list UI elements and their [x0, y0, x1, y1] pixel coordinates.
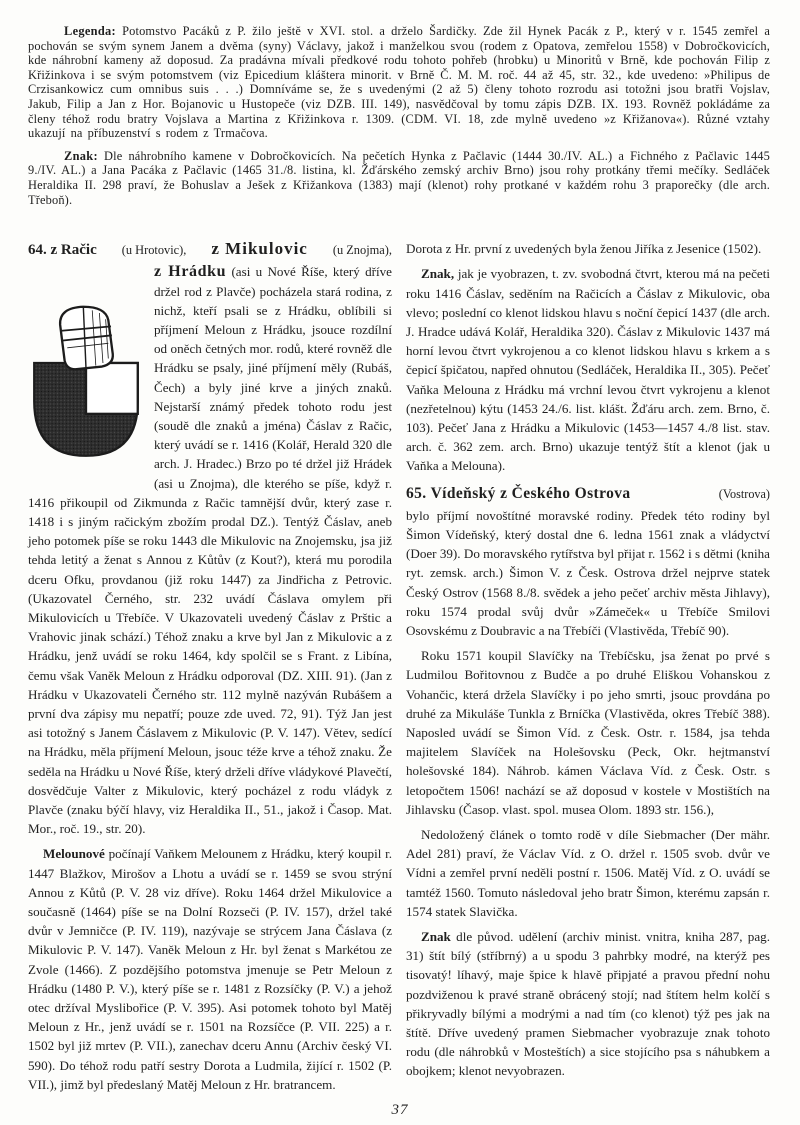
legenda-text: Potomstvo Pacáků z P. žilo ještě v XVI. stol. a drželo Šardičky. Zde žil Hynek Pacák z P., který v r. 1545 zemřel a pochován se svým synem Janem a dvěma (syny) Václavy, jakož i manželkou svou (rodem z Opatova, zemřelou 1558) v Dobročkovicích, kde náhrobní kameny až doposud. Za pradávna mívali předkové rodu tohoto pohřeb (hrobku) u Minoritů v Brně, kde pochován Filip z Křižinkova i se svým potomstvem (viz Epicedium kláštera minorit. v Brně Č. M. M. roč. 44 až 45, str. 32., kde uvedeno: »Philipus de Crzisankowicz cum omnibus suis . . .) Domníváme se, že s uvedenými (2 až 5) členy tohoto rozrodu asi totožni jsou bratři Vojslav, Jakub, Filip a Jan z Hor. Bojanovic u Hustopeče (viz DZB. III. 149), nasvědčoval by tomu zápis DZB. IX. 193. Rovněž pokládáme za členy téhož rodu bratry Vojslava a Martina z Křižinkova r. 1309. (CDM. VI. 18, zde mylně uvedeno »z Křižanova«). Různé vztahy ukazují na příbuzenství s rodem z Trmačova. [28, 24, 770, 141]
entry-64-continuation: Dorota z Hr. první z uvedených byla ženou Jiříka z Jesenice (1502). [406, 241, 762, 257]
intro-block [28, 24, 770, 207]
entry-64-text-1: (asi u Nové Říše, který dříve držel rod z Plavče) pocházela stará rodina, z nichž, kteří psali se z Hrádku, oblíbili si příjmení Meloun z Hrádku, jsouce rozdílní od oněch četných mor. rodů, které rovněž dle Hrádku se psaly, jiné příjmení měly (Rubáš, Čech) a byly jiné krve a jiných znaků. Nejstarší známý předek tohoto rodu jest (soudě dle znaků a jména) Čáslav z Račic, který uvádí se r. 1416 (Kolář, Herald 320 dle arch. J. Hradec.) Brzo po té držel již Hrádek (asi u Znojma), dle kterého se píše, když r. 1416 přikoupil od Zikmunda z Račic tamnější dvůr, který zase r. 1418 i s jiným račickým zbožím prodal DZ.). Tentýž Čáslav, aneb jeho potomek píše se roku 1443 dle Mikulovic na Znojemsku, jsa již tehda letitý a ženat s Annou z Kůtův (z Kout?), která mu porodila dceru Ofku, provdanou (již roku 1447) za Jindřicha z Petrovic. (Ukazovatel Černého, str. 232 uvádí Čáslava omylem při Mikulovicích u Třebíče. V Ukazovateli uvedený Čáslav z Prštic a Vrahovic jinak schází.) Téhož znaku a krve byl Jan z Mikulovic a z Hrádku, jenž uvádí se roku 1464, kdy spolčil se s Frant. z Libína, čemu však Vaněk Meloun z Hrádku odporoval (DZ. XIII. 91). (Jan z Hrádku v Ukazovateli Černého str. 112 mylně nazýván Rubášem a první dva zápisy mu nepatří; pouze zde uved. 72, 91). Týž Jan jest asi totožný s Janem Čáslavem z Mikulovic (P. V. 147). Větev, sedící na Hrádku, měla příjmení Meloun, jsouc téže krve a téhož znaku. Že seděla na Hrádku u Nové Říše, který drželi dříve vládykové Plavečtí, dosvědčuje Valter z Mikulovic, který pocházel z rodu vládyk z Plavče (znaku býčí hlavy, viz Heraldika II., 51., jakož i Časop. Mat. Mor., roč. 19., str. 20). [28, 264, 392, 837]
left-column [28, 239, 392, 1100]
entry-64-znak-lead: Znak, [421, 266, 455, 282]
entry-64-name-2: z Mikulovic [211, 239, 308, 259]
coat-of-arms-figure [28, 262, 144, 472]
legenda-paragraph [28, 24, 770, 141]
entry-65-heading [406, 484, 770, 504]
melounove-text: počínají Vaňkem Melounem z Hrádku, který koupil r. 1447 Blažkov, Mirošov a Lhotu a uvádí se r. 1459 se svou strýní Annou z Kůtů (P. V. 28 viz dříve). Roku 1464 držel Mikulovice a současně (1464) píše se na Dolní Rozseči (P. IV. 157), držel také dvůr v Jemničce (P. IV. 119), nazývaje se strýcem Jana Čáslava (z Mikulovic P. V. 147). Vaněk Meloun z Hr. byl ženat s Markétou ze Zvole (1466). Z pozdějšího potomstva jmenuje se Petr Meloun z Hrádku (1480 P. V.), který píše se r. 1481 z Rozsíčky (P. V.) a jehož otec držíval Myslibořice (P. V. 395). Asi potomek tohoto byl Matěj Meloun z Hr., jenž uvádí se r. 1501 na Rozsíčce (P. VII. 225) a r. 1502 byl již mrtev (P. VII.), zanechav dceru Annu (Archiv český VI. 590). Do téhož rodu patří sestry Dorota a Ludmila, žijící r. 1502 (P. VII.), jimž byl předeslaný Matěj Meloun z Hr. bratrancem. [28, 846, 392, 1092]
znak-paragraph [28, 149, 770, 207]
entry-65-znak-lead: Znak [421, 929, 451, 945]
two-column-body [28, 239, 770, 1100]
entry-65-paragraph-2: Roku 1571 koupil Slavíčky na Třebíčsku, jsa ženat po prvé s Ludmilou Bořitovnou z Budče a po druhé Eliškou Vohanskou z Vohančic, která držela Slavíčky i po jeho smrti, jsouc provdána po druhé za Mikuláše Tunkla z Brníčka (Vlastivěda, okres Třebíč 388). Naposled uvádí se Šimon Víd. z Česk. Ostr. r. 1584, jsa tehda majitelem Slavíček na Holešovsku (Peck, Okr. hejtmanství holešovské 184). Náhrob. kámen Václava Víd. z Česk. Ostr. s letopočtem 1506! nachází se až doposud v kostele v Mostištích na Jihlavsku (Časop. vlast. spol. musea Olom. 1893 str. 156.), [406, 648, 770, 817]
entry-64-name-3: z Hrádku [154, 263, 227, 281]
page-number: 37 [391, 1102, 409, 1118]
entry-65-znak-paragraph [406, 927, 770, 1081]
entry-65-number-name: 65. Vídeňský z Českého Ostrova [406, 484, 631, 502]
entry-64-paragraph-1 [28, 262, 392, 838]
entry-64-number-name: 64. z Račic [28, 242, 97, 259]
znak-label: Znak: [64, 148, 98, 163]
entry-65-place: (Vostrova) [718, 486, 770, 501]
legenda-label: Legenda: [64, 24, 116, 38]
entry-64-znak-paragraph [406, 264, 770, 475]
entry-65-paragraph-1: bylo příjmí novoštítné moravské rodiny. Předek této rodiny byl Šimon Vídeňský, který dostal dne 6. ledna 1561 znak a vládyctví (Doer 39). Do moravského rytířstva byl přijat r. 1562 i s dětmi (kniha ryt. zemsk. arch.) Šimon V. z Česk. Ostrova držel nejprve statek Český Ostrov (1568 8./8. svědek a jeho pečeť archiv města Jihlavy), roku 1574 prodal svůj dvůr »Zámeček« u Třebíče Smilovi Osovskému z Doubravic a na Třebíči (Vlastivěda, Třebíč 90). [406, 507, 770, 638]
shield-helm-icon [28, 302, 144, 465]
entry-64-place-1: (u Hrotovic), [121, 243, 187, 258]
entry-64-znak-text: jak je vyobrazen, t. zv. svobodná čtvrt, kterou má na pečeti roku 1416 Čáslav, seděním na Račicích a Čáslav z Mikulovic, oba vlevo; poslední co klenot lidskou hlavu s noční čepicí 1437 (dle arch. J. Hradce udává Kolář, Heraldika 320). Čáslav z Mikulovic 1437 má horní levou čtvrt vykrojenou a co klenot lidskou hlavu s krkem a s čepicí špičatou, napřed ohnutou (Sedláček, Heraldika II., 305). Pečeť Vaňka Melouna z Hrádku má vrchní levou čtvrt vykrojenu a klenot (nezřetelnou) kýtu (1453 24./6. list. klášt. Žďáru arch. zem. Brno, č. 103). Pečeť Jana z Hrádku a Mikulovic (1453—1457 4./8 list. stav. arch. č. 362 zem. arch. Brno) ukazuje tentýž štít a klenot (jak u Vaňka a Melouna). [406, 266, 770, 474]
melounove-paragraph [28, 844, 392, 1094]
znak-text: Dle náhrobního kamene v Dobročkovicích. Na pečetích Hynka z Pačlavic (1444 30./IV. AL.) a Fichného z Pačlavic 1445 9./IV. AL.) a Jana Pacáka z Pačlavic (1465 31./8. listina, kl. Žďárského zemský archiv Brno) jsou rohy protkány třemi mečíky. Sedláček Heraldika II. 298 praví, že Bohuslav a Ješek z Křižankova (1383) mají (klenot) rohy protkané v každém rohu 3 praporečky (dle arch. Třeboň). [28, 148, 770, 207]
melounove-lead: Melounové [43, 846, 105, 862]
entry-65-paragraph-3: Nedoložený článek o tomto rodě v díle Siebmacher (Der mähr. Adel 281) praví, že Václav Víd. z O. držel r. 1505 svob. dvůr ve Vídni a zemřel první neděli postní r. 1506. Matěj Víd. z O. uvádí se tamtéž 1560. Tomuto následoval jeho bratr Šimon, kterému zapsán r. 1574 statek Slavička. [406, 827, 770, 919]
entry-65-znak-text: dle původ. udělení (archiv minist. vnitra, kniha 287, pag. 31) štít bílý (stříbrný) a u spodu 3 pahrbky modré, na kterýž pes tisovatý! líhavý, maje špice k hlavě připjaté a pravou přední nohu pozdviženou k pravé straně obrácený stojí; nad štítem helm kolčí s přikryvadly bílými a modrými a nad tím (co klenot) týž pes jak na štítě. Dříve uvedený pramen Siebmacher vyobrazuje znak tohoto rodu (dle náhrobků v Mosteštích) a sice stojícího psa s náhubkem a obojkem; klenot nevyobrazen. [406, 929, 770, 1079]
right-column [406, 239, 770, 1100]
entry-64-heading [28, 239, 392, 260]
entry-64-place-2: (u Znojma), [332, 243, 392, 258]
